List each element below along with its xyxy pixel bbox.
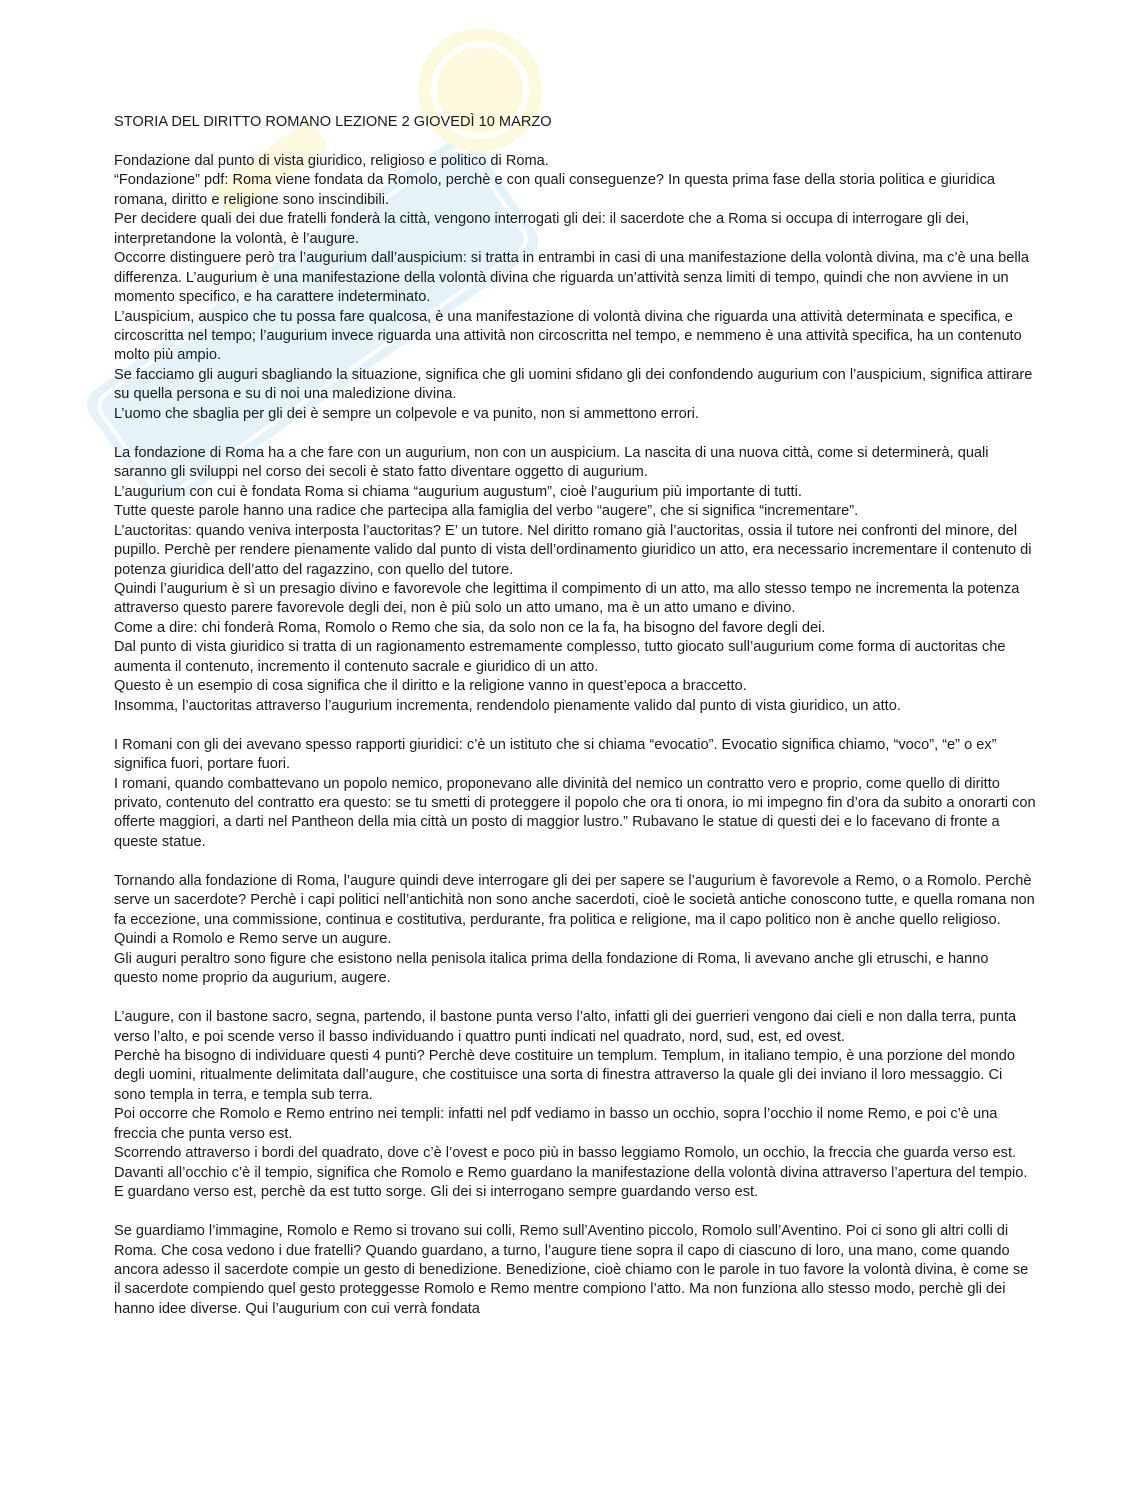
paragraph: I Romani con gli dei avevano spesso rapporti giuridici: c’è un istituto che si chiama “evocatio”. Evocatio significa chiamo, “voco”, “e” o ex” significa fuori, portare fuori. [114,736,997,773]
paragraph: Gli auguri peraltro sono figure che esistono nella penisola italica prima della fondazione di Roma, li avevano anche gli etruschi, e hanno questo nome proprio da augurium, augere. [114,950,989,987]
paragraph: Perchè ha bisogno di individuare questi 4 punti? Perchè deve costituire un templum. Templum, in italiano tempio, è una porzione del mondo degli uomini, ritualmente delimitata dall’augure, che costituisce una sorta di finestra attraverso la quale gli dei inviano il loro messaggio. Ci sono templa in terra, e templa sub terra. [114,1047,1016,1103]
paragraph: L’auspicium, auspico che tu possa fare qualcosa, è una manifestazione di volontà divina che riguarda una attività determinata e specifica, e circoscritta nel tempo; l’augurium invece riguarda una attività non circoscritta nel tempo, e nemmeno è una attività specifica, ha un contenuto molto più ampio. [114,308,1022,364]
paragraph: Come a dire: chi fonderà Roma, Romolo o Remo che sia, da solo non ce la fa, ha bisogno del favore degli dei. [114,619,826,636]
section-6 [114,1222,1036,1319]
paragraph: “Fondazione” pdf: Roma viene fondata da Romolo, perchè e con quali conseguenze? In questa prima fase della storia politica e giuridica romana, diritto e religione sono inscindibili. [114,172,996,208]
section-3 [114,736,1036,853]
paragraph: I romani, quando combattevano un popolo nemico, proponevano alle divinità del nemico un contratto vero e proprio, come quello di diritto privato, contenuto del contratto era questo: se tu smetti di proteggere il popolo che ora ti onora, io mi impegno fin d’ora da subito a onorarti con offerte maggiori, a darti nel Pantheon della mia città un posto di maggior lustro.” Rubavano le statue di questi dei e lo facevano di fronte a queste statue. [114,775,1036,850]
paragraph: Tornando alla fondazione di Roma, l’augure quindi deve interrogare gli dei per sapere se l’augurium è favorevole a Remo, o a Romolo. Perchè serve un sacerdote? Perchè i capi politici nell’antichità non sono anche sacerdoti, cioè le società antiche conoscono tutte, e quella romana non fa eccezione, una commissione, continua e costitutiva, perdurante, fra politica e religione, ma il capo politico non è anche quello religioso. Quindi a Romolo e Remo serve un augure. [114,872,1035,948]
document-title: STORIA DEL DIRITTO ROMANO LEZIONE 2 GIOVEDÌ 10 MARZO [114,114,552,130]
paragraph: Se guardiamo l’immagine, Romolo e Remo si trovano sui colli, Remo sull’Aventino piccolo, Romolo sull’Aventino. Poi ci sono gli altri colli di Roma. Che cosa vedono i due fratelli? Quando guardano, a turno, l’augure tiene sopra il capo di ciascuno di loro, una mano, come quando ancora adesso il sacerdote compie un gesto di benedizione. Benedizione, cioè chiamo con le parole in tuo favore la volontà divina, è come se il sacerdote compiendo quel gesto proteggesse Romolo e Remo mentre compiono l’atto. Ma non funziona allo stesso modo, perchè gli dei hanno idee diverse. Qui l’augurium con cui verrà fondata [114,1223,1029,1317]
paragraph: Questo è un esempio di cosa significa che il diritto e la religione vanno in quest’epoca a braccetto. [114,678,747,695]
section-1 [114,152,1036,424]
section-5 [114,1008,1036,1203]
paragraph: Se facciamo gli auguri sbagliando la situazione, significa che gli uomini sfidano gli dei confondendo augurium con l’auspicium, significa attirare su quella persona e su di noi una maledizione divina. [114,366,1033,403]
paragraph: Per decidere quali dei due fratelli fonderà la città, vengono interrogati gli dei: il sacerdote che a Roma si occupa di interrogare gli dei, interpretandone la volontà, è l’augure. [114,211,970,247]
paragraph: La fondazione di Roma ha a che fare con un augurium, non con un auspicium. La nascita di una nuova città, come si determinerà, quali saranno gli sviluppi nel corso dei secoli è stato fatto diventare oggetto di augurium. [114,444,989,481]
section-4 [114,872,1036,989]
paragraph: Tutte queste parole hanno una radice che partecipa alla famiglia del verbo “augere”, che si significa “incrementare”. [114,503,859,520]
paragraph: Quindi l’augurium è sì un presagio divino e favorevole che legittima il compimento di un atto, ma allo stesso tempo ne incrementa la potenza attraverso questo parere favorevole degli dei, non è più solo un atto umano, ma è un atto umano e divino. [114,580,1020,617]
section-2 [114,444,1036,716]
paragraph: Scorrendo attraverso i bordi del quadrato, dove c’è l’ovest e poco più in basso leggiamo Romolo, un occhio, la freccia che guarda verso est. Davanti all’occhio c’è il tempio, significa che Romolo e Remo guardano la manifestazione della volontà divina attraverso l’apertura del tempio. E guardano verso est, perchè da est tutto sorge. Gli dei si interrogano sempre guardando verso est. [114,1145,1028,1201]
paragraph: L’augurium con cui è fondata Roma si chiama “augurium augustum”, cioè l’augurium più importante di tutti. [114,483,802,500]
paragraph: Poi occorre che Romolo e Remo entrino nei templi: infatti nel pdf vediamo in basso un occhio, sopra l’occhio il nome Remo, e poi c’è una freccia che punta verso est. [114,1106,998,1142]
paragraph: L’auctoritas: quando veniva interposta l’auctoritas? E’ un tutore. Nel diritto romano già l’auctoritas, ossia il tutore nei confronti del minore, del pupillo. Perchè per rendere pienamente valido dal punto di vista dell’ordinamento giuridico un atto, era necessario incrementare il contenuto di potenza giuridica dell’atto del ragazzino, con quello del tutore. [114,522,1032,578]
paragraph: Fondazione dal punto di vista giuridico, religioso e politico di Roma. [114,152,549,169]
paragraph: L’augure, con il bastone sacro, segna, partendo, il bastone punta verso l’alto, infatti gli dei guerrieri vengono dai cieli e non dalla terra, punta verso l’alto, e poi scende verso il basso individuando i quattro punti indicati nel quadrato, nord, sud, est, ed ovest. [114,1009,1017,1045]
paragraph: Insomma, l’auctoritas attraverso l’augurium incrementa, rendendolo pienamente valido dal punto di vista giuridico, un atto. [114,697,901,714]
document-page [114,113,1036,1339]
paragraph: Dal punto di vista giuridico si tratta di un ragionamento estremamente complesso, tutto giocato sull’augurium come forma di auctoritas che aumenta il contenuto, incremento il contenuto sacrale e giuridico di un atto. [114,639,1006,675]
paragraph: L’uomo che sbaglia per gli dei è sempre un colpevole e va punito, non si ammettono errori. [114,405,699,422]
paragraph: Occorre distinguere però tra l’augurium dall’auspicium: si tratta in entrambi in casi di una manifestazione della volontà divina, ma c’è una bella differenza. L’augurium è una manifestazione della volontà divina che riguarda un’attività senza limiti di tempo, quindi che non avviene in un momento specifico, e ha carattere indeterminato. [114,250,1030,306]
